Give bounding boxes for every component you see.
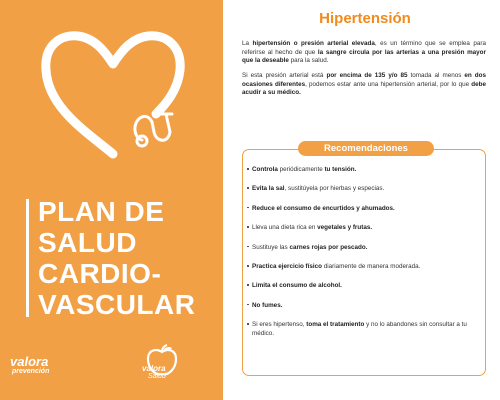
- bold-text: Reduce el consumo de encurtidos y ahumados.: [252, 204, 395, 212]
- text-run: Lleva una dieta rica en: [252, 224, 318, 232]
- bold-text: tu tensión.: [324, 166, 357, 173]
- text-run: , es un término que se emplea para referirse al hecho de que: [242, 40, 487, 56]
- title-accent-bar: [26, 199, 29, 317]
- bold-text: toma el tratamiento: [306, 321, 365, 329]
- recommendation-item: [252, 166, 478, 174]
- brand-sub: Salud: [148, 373, 166, 380]
- recommendation-item: [252, 224, 478, 232]
- plan-title: [38, 196, 195, 320]
- recommendation-item: [252, 282, 478, 290]
- bold-text: la sangre circula por las arterias a una presión mayor que la deseable: [242, 48, 486, 65]
- plan-title-line: SALUD: [38, 227, 137, 258]
- text-run: tomada al menos: [407, 72, 465, 79]
- recommendation-item: [252, 321, 478, 338]
- brand-name: valora: [10, 354, 49, 369]
- recommendations-list: [252, 166, 478, 338]
- bold-text: Practica ejercicio físico: [252, 263, 323, 271]
- text-run: , sustitúyela por hierbas y especias.: [284, 185, 385, 193]
- text-run: para la salud.: [288, 57, 329, 65]
- text-run: y no lo abandones sin consultar a tu médico.: [252, 321, 467, 337]
- bold-text: vegetales y frutas.: [317, 224, 373, 232]
- bold-text: debe acudir a su médico.: [242, 80, 486, 97]
- content-panel: [240, 0, 490, 400]
- valora-prevencion-logo: [10, 355, 49, 375]
- text-run: , podemos estar ante una hipertensión arterial, por lo que: [305, 80, 472, 88]
- text-run: periódicamente: [277, 166, 325, 173]
- text-run: La: [242, 40, 253, 47]
- heart-outline-icon: [38, 28, 188, 168]
- bold-text: en dos ocasiones diferentes: [242, 72, 486, 88]
- recommendation-item: [252, 205, 478, 213]
- bold-text: Limita el consumo de alcohol.: [252, 282, 342, 290]
- text-run: Sustituye las: [252, 243, 290, 251]
- recommendation-item: [252, 263, 478, 271]
- text-run: Si eres hipertenso,: [252, 321, 307, 329]
- bold-text: hipertensión o presión arterial elevada: [252, 40, 375, 47]
- left-panel: [0, 0, 223, 400]
- plan-title-line: VASCULAR: [38, 289, 196, 320]
- threshold-paragraph: [242, 72, 486, 98]
- bold-text: carnes rojas por pescado.: [289, 243, 368, 251]
- stethoscope-icon: [135, 114, 172, 146]
- brand-sub: prevención: [12, 368, 50, 375]
- recommendations-heading: Recomendaciones: [298, 141, 434, 156]
- bold-text: No fumes.: [252, 301, 283, 309]
- bold-text: Controla: [252, 166, 278, 173]
- definition-paragraph: [242, 40, 486, 66]
- recommendation-item: [252, 185, 478, 193]
- bold-text: Evita la sal: [252, 185, 285, 193]
- text-run: Si esta presión arterial está: [242, 72, 327, 79]
- plan-title-line: PLAN DE: [38, 196, 165, 227]
- recommendation-item: [252, 302, 478, 310]
- valora-salud-logo: [142, 344, 182, 383]
- page-title: Hipertensión: [319, 10, 411, 27]
- text-run: diariamente de manera moderada.: [322, 263, 421, 271]
- brand-name: valora: [142, 364, 166, 373]
- recommendation-item: [252, 244, 478, 252]
- bold-text: por encima de 135 y/o 85: [326, 72, 408, 79]
- plan-title-line: CARDIO-: [38, 258, 162, 289]
